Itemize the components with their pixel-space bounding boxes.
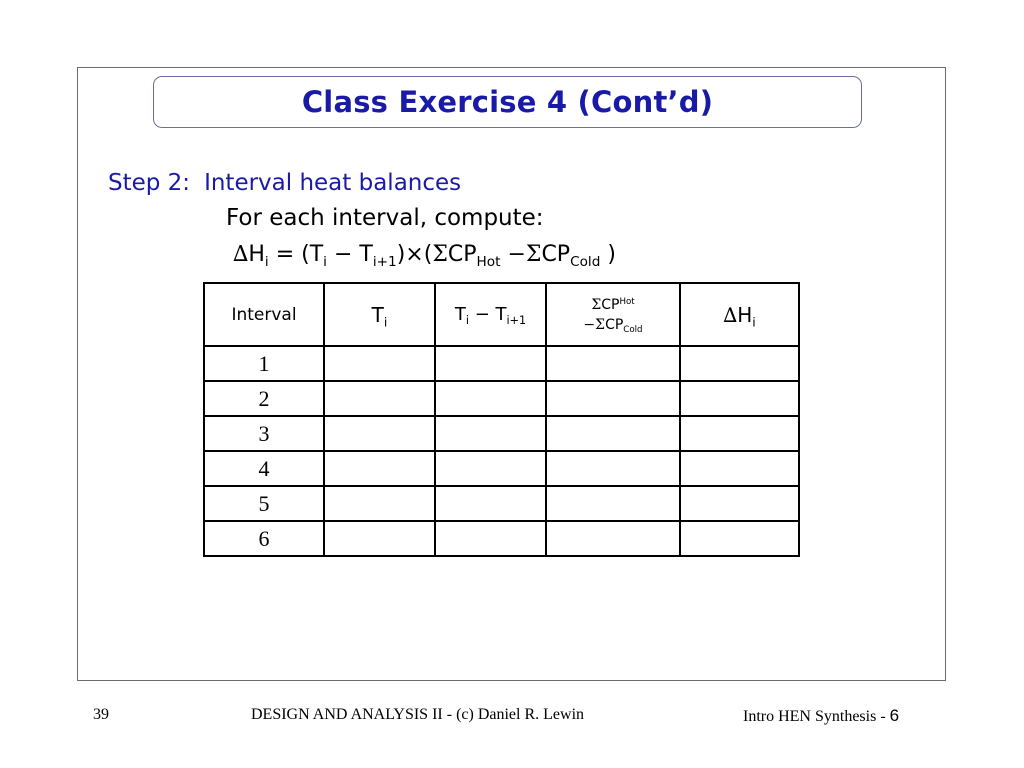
formula-sub-hot: Hot [476, 253, 501, 270]
header-cp-cp2: CP [605, 316, 624, 333]
header-cp-diff [546, 283, 680, 346]
cell-interval: 6 [204, 521, 324, 556]
cell-delta-h [680, 346, 799, 381]
formula-equals-open: = (T [268, 242, 324, 267]
cell-cp-diff [546, 521, 680, 556]
header-temp-diff [435, 283, 546, 346]
cell-delta-h [680, 451, 799, 486]
cell-cp-diff [546, 346, 680, 381]
formula-CP-hot: CP [447, 242, 477, 267]
cell-delta-h [680, 416, 799, 451]
cell-temp-diff [435, 486, 546, 521]
formula-delta: ∆ [233, 242, 249, 267]
heat-balance-table [203, 282, 800, 557]
formula [233, 242, 616, 270]
table-row [204, 381, 799, 416]
header-cp-hot: Hot [619, 296, 635, 307]
header-cp-sigma1: Σ [591, 296, 602, 313]
header-ti-sub: i [383, 313, 388, 329]
cell-ti [324, 521, 435, 556]
cell-cp-diff [546, 486, 680, 521]
cell-ti [324, 486, 435, 521]
cell-cp-diff [546, 381, 680, 416]
table-header-row [204, 283, 799, 346]
header-delta-h [680, 283, 799, 346]
formula-CP-cold: CP [541, 242, 571, 267]
formula-minus-sigma: −Σ [500, 242, 542, 267]
cell-interval: 4 [204, 451, 324, 486]
cell-ti [324, 346, 435, 381]
slide-title: Class Exercise 4 (Cont’d) [301, 85, 714, 119]
cell-temp-diff [435, 416, 546, 451]
table-row [204, 451, 799, 486]
cell-delta-h [680, 486, 799, 521]
header-dh-delta: ∆ [723, 302, 738, 327]
header-ti [324, 283, 435, 346]
header-diff-sub1: i [465, 313, 470, 327]
header-cp-minus-sigma: −Σ [583, 316, 606, 333]
cell-temp-diff [435, 346, 546, 381]
cell-temp-diff [435, 521, 546, 556]
footer-course: DESIGN AND ANALYSIS II - (c) Daniel R. Lewin [251, 706, 585, 723]
step-label: Step 2: [108, 170, 191, 196]
table-row [204, 416, 799, 451]
formula-H: H [248, 242, 265, 267]
formula-sub-i-plus-1: i+1 [372, 253, 397, 270]
cell-interval: 1 [204, 346, 324, 381]
cell-interval: 2 [204, 381, 324, 416]
formula-sub-i: i [264, 253, 269, 270]
cell-delta-h [680, 381, 799, 416]
footer-topic [743, 706, 899, 726]
instruction-text: For each interval, compute: [226, 205, 544, 231]
formula-sub-cold: Cold [570, 253, 601, 270]
table-row [204, 521, 799, 556]
cell-ti [324, 451, 435, 486]
cell-temp-diff [435, 381, 546, 416]
footer-slide-number: 39 [93, 706, 109, 723]
table-row [204, 486, 799, 521]
table-row [204, 346, 799, 381]
cell-interval: 5 [204, 486, 324, 521]
cell-cp-diff [546, 416, 680, 451]
header-ti-T: T [371, 302, 384, 327]
step-heading-text: Interval heat balances [204, 170, 462, 196]
cell-cp-diff [546, 451, 680, 486]
header-cp-cp1: CP [601, 296, 620, 313]
header-dh-H: H [737, 302, 753, 327]
header-diff-T1: T [454, 304, 466, 325]
title-box [153, 76, 862, 128]
cell-interval: 3 [204, 416, 324, 451]
header-diff-minus: − T [469, 304, 507, 325]
footer-topic-text: Intro HEN Synthesis - [743, 708, 890, 725]
formula-sub-i-2: i [323, 253, 327, 270]
cell-temp-diff [435, 451, 546, 486]
header-interval: Interval [204, 283, 324, 346]
cell-ti [324, 381, 435, 416]
formula-times-open: )×( [396, 242, 433, 267]
header-cp-cold: Cold [623, 324, 643, 335]
footer-page-number: 6 [889, 706, 900, 725]
cell-ti [324, 416, 435, 451]
header-dh-sub: i [752, 313, 756, 329]
cell-delta-h [680, 521, 799, 556]
formula-close: ) [600, 242, 616, 267]
step-heading [108, 170, 461, 196]
formula-sigma: Σ [432, 242, 448, 267]
header-diff-sub2: i+1 [506, 313, 527, 327]
formula-minus-T: − T [326, 242, 373, 267]
